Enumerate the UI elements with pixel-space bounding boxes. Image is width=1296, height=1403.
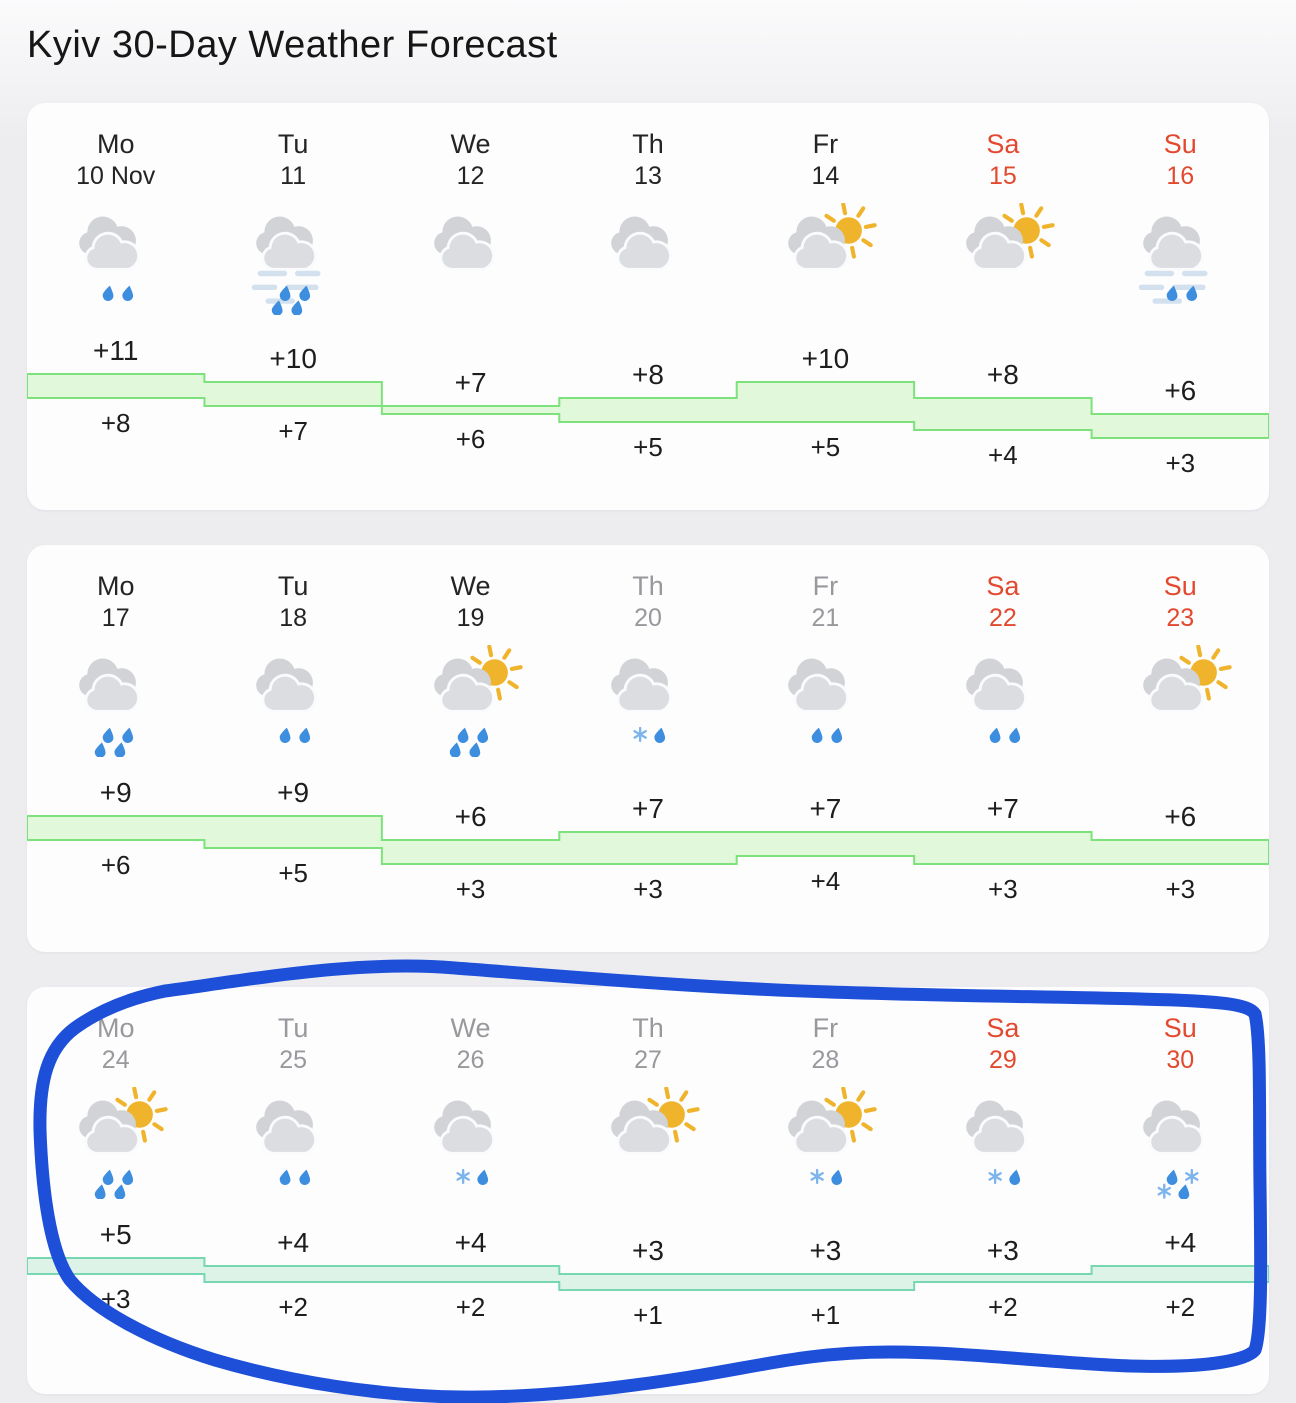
day-cell-tu-18[interactable]	[204, 569, 381, 760]
weather-icon-rain-mist	[1092, 200, 1269, 318]
day-cell-th-13[interactable]	[559, 127, 736, 318]
low-temp: +3	[100, 1284, 131, 1314]
high-temp: +7	[986, 793, 1019, 824]
day-cell-mo-17[interactable]	[27, 569, 204, 760]
weather-icon-cloudy	[559, 200, 736, 318]
day-cell-th-20[interactable]	[559, 569, 736, 760]
day-date: 24	[101, 1046, 130, 1074]
low-temp: +3	[1165, 448, 1196, 478]
low-temp: +3	[1165, 874, 1196, 904]
temperature-band-chart	[27, 1202, 1269, 1380]
day-cell-th-27[interactable]	[559, 1011, 736, 1202]
temperature-band	[27, 318, 1269, 496]
weather-icon-sun-snow-rain	[737, 1084, 914, 1202]
day-cell-tu-25[interactable]	[204, 1011, 381, 1202]
high-temp: +10	[801, 343, 850, 374]
day-date: 29	[988, 1046, 1017, 1074]
low-temp: +1	[633, 1300, 663, 1330]
low-temp: +2	[455, 1292, 486, 1322]
day-date: 14	[811, 162, 840, 190]
day-name: Su	[1163, 129, 1197, 159]
low-temp: +5	[633, 432, 663, 462]
temperature-band	[27, 1202, 1269, 1380]
day-cell-sa-29[interactable]	[914, 1011, 1091, 1202]
high-temp: +5	[99, 1219, 132, 1250]
day-date: 13	[634, 162, 662, 190]
day-name: Tu	[277, 571, 309, 601]
high-temp: +10	[269, 343, 317, 374]
weather-icon-sun-rain-heavy	[382, 642, 559, 760]
day-name: We	[450, 129, 491, 159]
low-temp: +1	[810, 1300, 841, 1330]
day-date: 21	[811, 604, 840, 632]
low-temp: +3	[988, 874, 1018, 904]
low-temp: +4	[810, 866, 841, 896]
high-temp: +11	[92, 335, 139, 366]
weather-icon-cloudy	[382, 200, 559, 318]
day-date: 28	[811, 1046, 840, 1074]
high-temp: +7	[454, 367, 487, 398]
day-name: Tu	[277, 1013, 309, 1043]
high-temp: +7	[809, 793, 842, 824]
page-title: Kyiv 30-Day Weather Forecast	[27, 24, 558, 66]
day-name: Su	[1163, 1013, 1197, 1043]
week-card	[27, 987, 1269, 1394]
low-temp: +7	[278, 416, 308, 446]
weather-icon-rain	[204, 1084, 381, 1202]
week-card	[27, 103, 1269, 510]
low-temp: +2	[1165, 1292, 1196, 1322]
weather-icon-rain-heavy	[27, 642, 204, 760]
day-name: We	[450, 1013, 491, 1043]
day-cell-we-19[interactable]	[382, 569, 559, 760]
weather-icon-partly-sunny	[559, 1084, 736, 1202]
weather-icon-rain	[914, 642, 1091, 760]
high-temp: +9	[277, 777, 310, 808]
low-temp: +4	[988, 440, 1018, 470]
day-name: Sa	[986, 129, 1020, 159]
day-date: 16	[1166, 162, 1195, 190]
high-temp: +4	[277, 1227, 310, 1258]
high-temp: +4	[454, 1227, 487, 1258]
low-temp: +2	[278, 1292, 308, 1322]
low-temp: +3	[633, 874, 663, 904]
high-temp: +3	[632, 1235, 664, 1266]
high-temp: +4	[1164, 1227, 1197, 1258]
day-name: Th	[632, 129, 664, 159]
weather-icon-partly-sunny	[1092, 642, 1269, 760]
day-name: Fr	[812, 129, 839, 159]
low-temp: +8	[100, 408, 131, 438]
high-temp: +9	[99, 777, 132, 808]
weather-icon-partly-sunny	[737, 200, 914, 318]
day-name: We	[450, 571, 491, 601]
high-temp: +6	[1164, 375, 1197, 406]
day-cell-sa-15[interactable]	[914, 127, 1091, 318]
high-temp: +7	[632, 793, 664, 824]
high-temp: +8	[632, 359, 664, 390]
day-date: 25	[279, 1046, 308, 1074]
day-date: 15	[988, 162, 1017, 190]
weather-icon-rain	[737, 642, 914, 760]
weather-icon-rain	[27, 200, 204, 318]
low-temp: +3	[455, 874, 486, 904]
day-date: 30	[1166, 1046, 1195, 1074]
low-temp: +5	[810, 432, 841, 462]
weather-icon-snow-rain	[382, 1084, 559, 1202]
day-name: Sa	[986, 1013, 1020, 1043]
day-date: 19	[456, 604, 485, 632]
weather-icon-rain	[204, 642, 381, 760]
day-name: Fr	[812, 571, 839, 601]
high-temp: +6	[454, 801, 487, 832]
day-name: Mo	[96, 571, 135, 601]
high-temp: +3	[809, 1235, 842, 1266]
day-cell-fr-21[interactable]	[737, 569, 914, 760]
day-name: Sa	[986, 571, 1020, 601]
low-temp: +6	[100, 850, 131, 880]
high-temp: +6	[1164, 801, 1197, 832]
day-cell-fr-14[interactable]	[737, 127, 914, 318]
day-cell-fr-28[interactable]	[737, 1011, 914, 1202]
day-date: 11	[280, 162, 307, 190]
weather-icon-sun-rain-heavy	[27, 1084, 204, 1202]
day-cell-we-12[interactable]	[382, 127, 559, 318]
day-cell-we-26[interactable]	[382, 1011, 559, 1202]
high-temp: +3	[986, 1235, 1019, 1266]
weather-icon-rain-heavy-mist	[204, 200, 381, 318]
day-cell-mo-24[interactable]	[27, 1011, 204, 1202]
high-temp: +8	[986, 359, 1019, 390]
day-date: 18	[279, 604, 308, 632]
day-date: 10 Nov	[76, 162, 156, 190]
low-temp: +2	[988, 1292, 1018, 1322]
day-date: 22	[988, 604, 1017, 632]
weather-icon-snow-rain-mix	[1092, 1084, 1269, 1202]
day-date: 23	[1166, 604, 1195, 632]
day-cell-tu-11[interactable]	[204, 127, 381, 318]
day-name: Tu	[277, 129, 309, 159]
forecast-weeks	[0, 103, 1296, 1394]
day-name: Su	[1163, 571, 1197, 601]
day-date: 12	[456, 162, 485, 190]
day-cell-mo-10[interactable]	[27, 127, 204, 318]
week-card	[27, 545, 1269, 952]
day-name: Mo	[96, 129, 135, 159]
low-temp: +5	[278, 858, 308, 888]
day-name: Th	[632, 571, 664, 601]
day-date: 26	[456, 1046, 485, 1074]
temperature-band-chart	[27, 760, 1269, 938]
temperature-band-chart	[27, 318, 1269, 496]
week-days-row	[27, 103, 1269, 318]
day-cell-su-16[interactable]	[1092, 127, 1269, 318]
day-name: Th	[632, 1013, 664, 1043]
day-cell-su-30[interactable]	[1092, 1011, 1269, 1202]
weather-icon-snow-rain	[559, 642, 736, 760]
day-cell-sa-22[interactable]	[914, 569, 1091, 760]
day-date: 20	[634, 604, 662, 632]
day-name: Mo	[96, 1013, 135, 1043]
day-date: 17	[101, 604, 130, 632]
day-cell-su-23[interactable]	[1092, 569, 1269, 760]
day-name: Fr	[812, 1013, 839, 1043]
low-temp: +6	[455, 424, 486, 454]
weather-icon-snow-rain	[914, 1084, 1091, 1202]
day-date: 27	[634, 1046, 662, 1074]
week-days-row	[27, 987, 1269, 1202]
weather-icon-partly-sunny	[914, 200, 1091, 318]
week-days-row	[27, 545, 1269, 760]
temperature-band	[27, 760, 1269, 938]
